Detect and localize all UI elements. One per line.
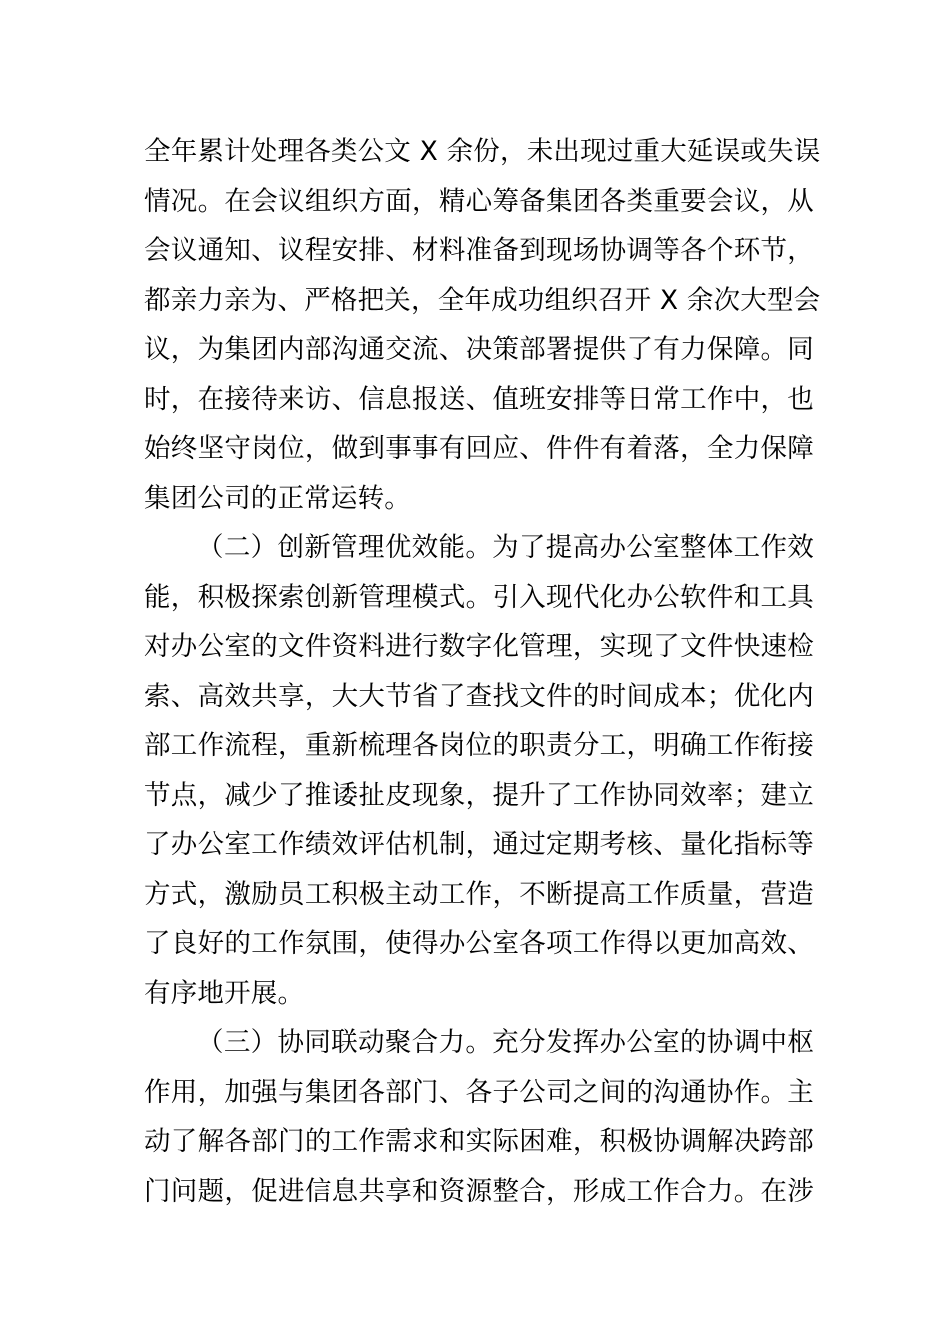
text-line: 集团公司的正常运转。 — [144, 482, 411, 514]
text-line: 部工作流程，重新梳理各岗位的职责分工，明确工作衔接 — [144, 730, 814, 761]
text-line: 了办公室工作绩效评估机制，通过定期考核、量化指标等 — [144, 829, 814, 860]
text-line: 能，积极探索创新管理模式。引入现代化办公软件和工具 — [144, 581, 814, 613]
section-heading-line: （三）协同联动聚合力。充分发挥办公室的协调中枢 — [197, 1027, 814, 1058]
text-line: 始终坚守岗位，做到事事有回应、件件有着落，全力保障 — [144, 433, 814, 464]
text-line: 都亲力亲为、严格把关，全年成功组织召开 X 余次大型会 — [144, 284, 821, 316]
text-line: 动了解各部门的工作需求和实际困难，积极协调解决跨部 — [144, 1126, 814, 1157]
text-line: 有序地开展。 — [144, 977, 305, 1009]
text-line: 索、高效共享，大大节省了查找文件的时间成本；优化内 — [144, 680, 814, 712]
text-line: 会议通知、议程安排、材料准备到现场协调等各个环节， — [144, 235, 814, 266]
text-line: 方式，激励员工积极主动工作，不断提高工作质量，营造 — [144, 878, 814, 910]
document-body — [144, 127, 821, 1216]
paragraph-2 — [144, 523, 814, 1018]
text-line: 全年累计处理各类公文 X 余份，未出现过重大延误或失误 — [144, 136, 821, 167]
text-line: 门问题，促进信息共享和资源整合，形成工作合力。在涉 — [144, 1175, 814, 1207]
section-heading-line: （二）创新管理优效能。为了提高办公室整体工作效 — [197, 532, 814, 563]
paragraph-3 — [144, 1018, 814, 1216]
text-line: 情况。在会议组织方面，精心筹备集团各类重要会议，从 — [144, 185, 814, 217]
text-line: 对办公室的文件资料进行数字化管理，实现了文件快速检 — [144, 631, 814, 662]
text-line: 议，为集团内部沟通交流、决策部署提供了有力保障。同 — [144, 334, 814, 365]
text-line: 作用，加强与集团各部门、各子公司之间的沟通协作。主 — [144, 1076, 814, 1108]
text-line: 了良好的工作氛围，使得办公室各项工作得以更加高效、 — [144, 928, 814, 959]
text-line: 时，在接待来访、信息报送、值班安排等日常工作中，也 — [144, 383, 814, 415]
paragraph-1 — [144, 127, 821, 523]
text-line: 节点，减少了推诿扯皮现象，提升了工作协同效率；建立 — [144, 779, 814, 811]
